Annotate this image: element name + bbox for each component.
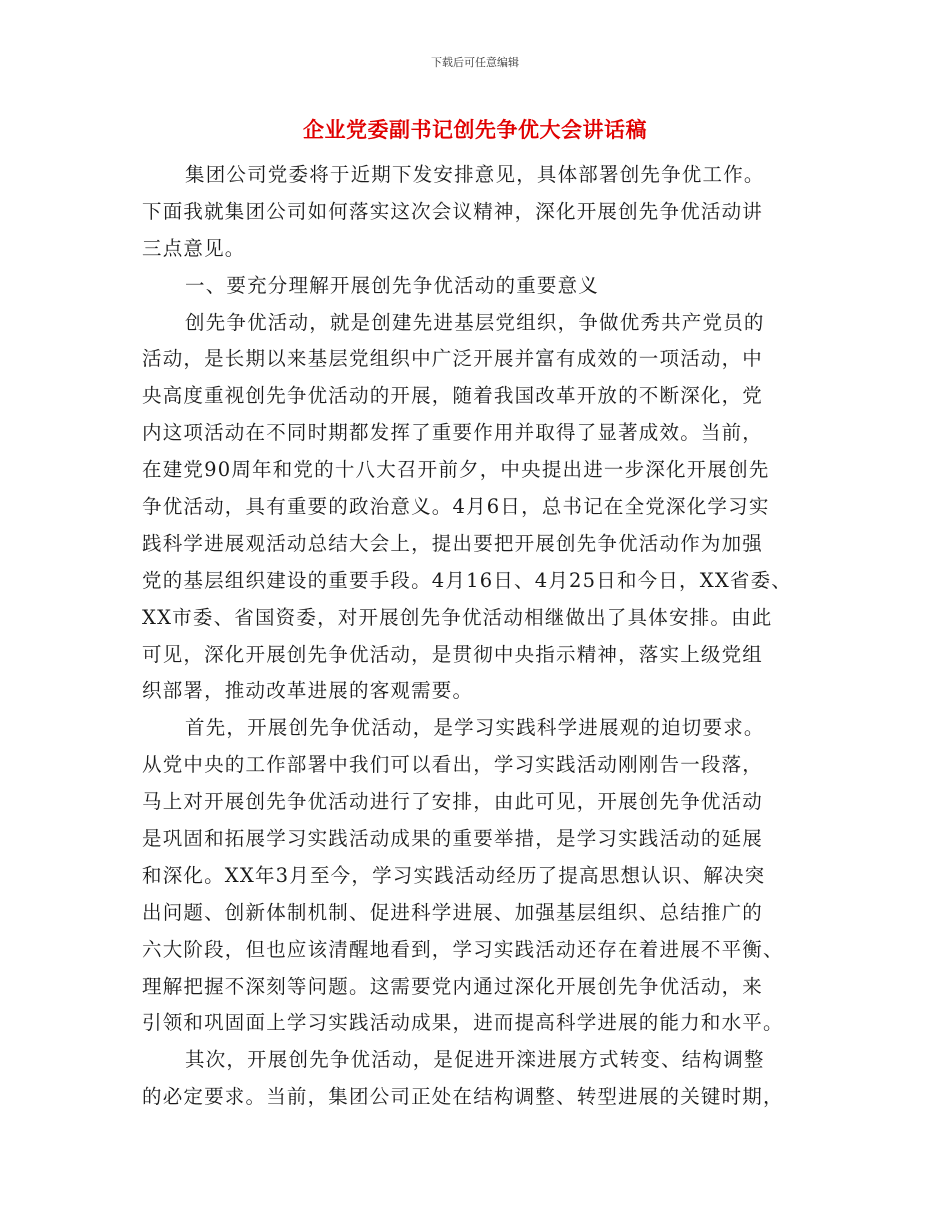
document-title: 企业党委副书记创先争优大会讲话稿	[303, 118, 647, 142]
text-line: 央高度重视创先争优活动的开展，随着我国改革开放的不断深化，党	[142, 384, 764, 408]
text-line: XX市委、省国资委，对开展创先争优活动相继做出了具体安排。由此	[142, 605, 773, 629]
text-line: 集团公司党委将于近期下发安排意见，具体部署创先争优工作。	[185, 163, 765, 186]
text-line: 内这项活动在不同时期都发挥了重要作用并取得了显著成效。当前，	[142, 421, 764, 445]
text-line: 马上对开展创先争优活动进行了安排，由此可见，开展创先争优活动	[142, 790, 764, 814]
text-line: 下面我就集团公司如何落实这次会议精神，深化开展创先争优活动讲	[142, 199, 764, 223]
text-line: 的必定要求。当前，集团公司正处在结构调整、转型进展的关键时期，	[142, 1085, 784, 1109]
document-body	[142, 157, 810, 1116]
text-line: 一、要充分理解开展创先争优活动的重要意义	[185, 273, 600, 297]
text-line: 引领和巩固面上学习实践活动成果，进而提高科学进展的能力和水平。	[142, 1011, 784, 1035]
text-line: 其次，开展创先争优活动，是促进开滦进展方式转变、结构调整	[185, 1048, 765, 1072]
text-line: 三点意见。	[142, 236, 246, 260]
text-line: 和深化。XX年3月至今，学习实践活动经历了提高思想认识、解决突	[142, 863, 766, 887]
text-line: 织部署，推动改革进展的客观需要。	[142, 679, 474, 703]
text-line: 争优活动，具有重要的政治意义。4月6日，总书记在全党深化学习实	[142, 495, 770, 519]
text-line: 党的基层组织建设的重要手段。4月16日、4月25日和今日，XX省委、	[142, 568, 793, 592]
header-note: 下载后可任意编辑	[431, 56, 519, 69]
text-line: 在建党90周年和党的十八大召开前夕，中央提出进一步深化开展创先	[142, 458, 770, 482]
text-line: 创先争优活动，就是创建先进基层党组织，争做优秀共产党员的	[185, 310, 765, 334]
text-line: 首先，开展创先争优活动，是学习实践科学进展观的迫切要求。	[185, 716, 765, 740]
text-line: 出问题、创新体制机制、促进科学进展、加强基层组织、总结推广的	[142, 900, 764, 924]
text-line: 理解把握不深刻等问题。这需要党内通过深化开展创先争优活动，来	[142, 974, 764, 998]
text-line: 六大阶段，但也应该清醒地看到，学习实践活动还存在着进展不平衡、	[142, 937, 784, 961]
text-line: 活动，是长期以来基层党组织中广泛开展并富有成效的一项活动，中	[142, 347, 764, 371]
text-line: 是巩固和拓展学习实践活动成果的重要举措，是学习实践活动的延展	[142, 827, 764, 851]
text-line: 践科学进展观活动总结大会上，提出要把开展创先争优活动作为加强	[142, 531, 764, 555]
text-line: 从党中央的工作部署中我们可以看出，学习实践活动刚刚告一段落，	[142, 753, 764, 777]
text-line: 可见，深化开展创先争优活动，是贯彻中央指示精神，落实上级党组	[142, 642, 764, 666]
